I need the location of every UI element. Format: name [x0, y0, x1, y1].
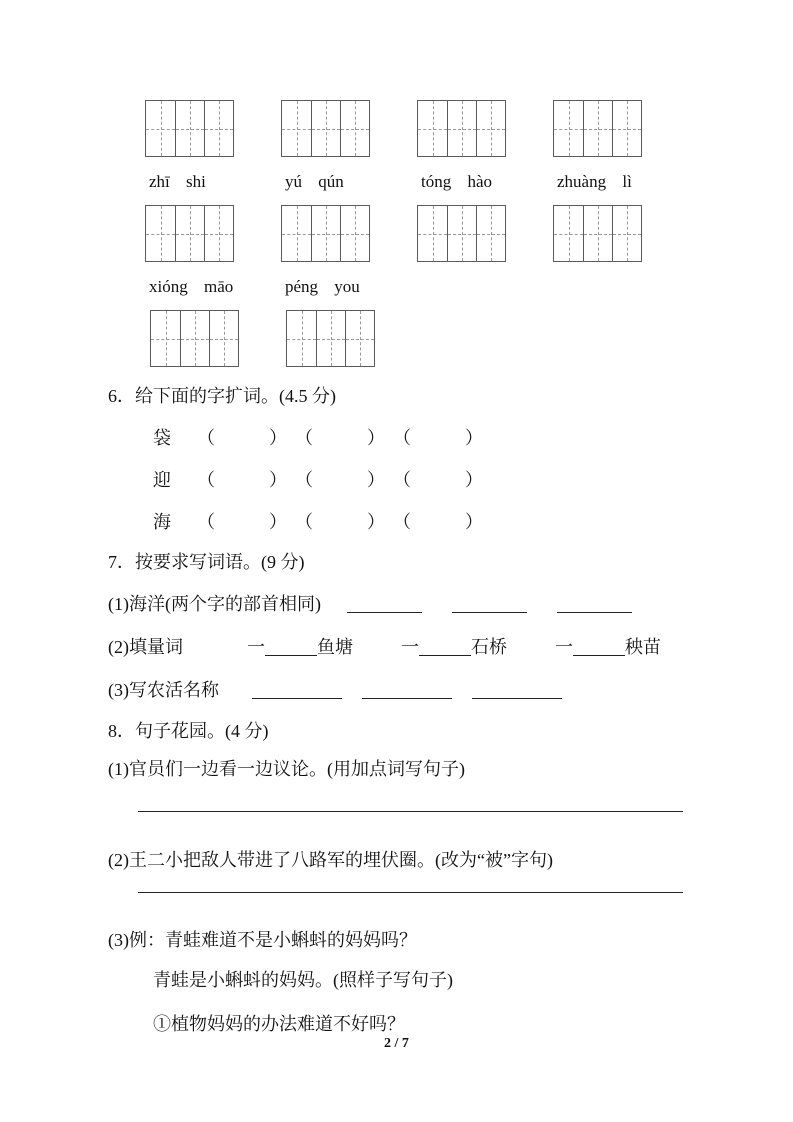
measure-word: 鱼塘 [317, 637, 353, 657]
grid-cell [340, 101, 369, 156]
expand-word-row [108, 467, 703, 493]
answer-parens: （ ） [197, 512, 287, 532]
grid-cell [554, 206, 583, 261]
writing-grids-section [0, 100, 793, 367]
grid-cell [583, 101, 612, 156]
answer-blank [472, 680, 562, 699]
writing-grid [553, 205, 642, 262]
grid-row-1 [145, 100, 793, 157]
measure-word-group [247, 637, 353, 657]
grid-cell [146, 101, 175, 156]
questions-section [0, 383, 793, 1037]
answer-blank [252, 680, 342, 699]
writing-grid [150, 310, 239, 367]
writing-grid [145, 205, 234, 262]
q8-item-1: (1)官员们一边看一边议论。(用加点词写句子) [108, 759, 465, 779]
expand-char: 袋 [153, 428, 171, 448]
grid-row-2 [145, 205, 793, 262]
q8-item-2: (2)王二小把敌人带进了八路军的埋伏圈。(改为“被”字句) [108, 850, 553, 870]
answer-parens: （ ） [304, 428, 385, 448]
pinyin-label: xióng māo [149, 277, 234, 296]
grid-cell [340, 206, 369, 261]
grid-cell [151, 311, 180, 366]
answer-parens: （ ） [402, 512, 483, 532]
pinyin-label: tóng hào [421, 172, 493, 191]
question-7-title: 7．按要求写词语。(9 分) [108, 552, 305, 572]
page-number: 2 / 7 [384, 1036, 409, 1051]
measure-word: 秧苗 [625, 637, 661, 657]
expand-char: 迎 [153, 470, 171, 490]
answer-parens: （ ） [304, 470, 385, 490]
expand-word-row [108, 509, 703, 535]
writing-grid [417, 100, 506, 157]
grid-cell [583, 206, 612, 261]
grid-cell [476, 206, 505, 261]
q7-item-3 [108, 677, 703, 703]
q7-item3-label: (3)写农活名称 [108, 680, 219, 700]
measure-prefix: 一 [247, 637, 265, 657]
grid-cell [175, 101, 204, 156]
answer-parens: （ ） [402, 470, 483, 490]
answer-blank [419, 637, 471, 656]
answer-parens: （ ） [197, 470, 287, 490]
answer-parens: （ ） [197, 428, 287, 448]
grid-cell [476, 101, 505, 156]
grid-cell [204, 206, 233, 261]
grid-cell [204, 101, 233, 156]
measure-prefix: 一 [555, 637, 573, 657]
grid-cell [311, 206, 340, 261]
grid-cell [209, 311, 238, 366]
measure-word-group [555, 637, 661, 657]
pinyin-row-1 [145, 171, 793, 193]
grid-cell [345, 311, 374, 366]
writing-grid [281, 205, 370, 262]
writing-grid [417, 205, 506, 262]
grid-cell [316, 311, 345, 366]
measure-word: 石桥 [471, 637, 507, 657]
answer-blank [347, 594, 422, 613]
grid-cell [146, 206, 175, 261]
answer-line [138, 811, 683, 812]
pinyin-label: zhuàng lì [557, 172, 632, 191]
grid-cell [612, 101, 641, 156]
answer-parens: （ ） [304, 512, 385, 532]
answer-blank [573, 637, 625, 656]
grid-cell [447, 206, 476, 261]
grid-cell [418, 101, 447, 156]
grid-cell [175, 206, 204, 261]
answer-blank [557, 594, 632, 613]
grid-row-3 [150, 310, 793, 367]
grid-cell [418, 206, 447, 261]
writing-grid [553, 100, 642, 157]
pinyin-label: zhī shi [149, 172, 206, 191]
answer-parens: （ ） [402, 428, 483, 448]
q8-item-3-example: (3)例：青蛙难道不是小蝌蚪的妈妈吗？ [108, 930, 417, 950]
pinyin-label: péng you [285, 277, 360, 296]
q7-item2-label: (2)填量词 [108, 637, 183, 657]
pinyin-label: yú qún [285, 172, 344, 191]
writing-grid [145, 100, 234, 157]
expand-char: 海 [153, 512, 171, 532]
grid-cell [311, 101, 340, 156]
answer-blank [452, 594, 527, 613]
q7-item-2 [108, 634, 703, 660]
q7-item-1 [108, 591, 703, 617]
writing-grid [281, 100, 370, 157]
expand-word-row [108, 425, 703, 451]
answer-blank [362, 680, 452, 699]
grid-cell [282, 101, 311, 156]
q8-item-3-sub: ①植物妈妈的办法难道不好吗？ [153, 1014, 405, 1034]
measure-prefix: 一 [401, 637, 419, 657]
answer-blank [265, 637, 317, 656]
measure-word-group [401, 637, 507, 657]
grid-cell [282, 206, 311, 261]
grid-cell [447, 101, 476, 156]
writing-grid [286, 310, 375, 367]
pinyin-row-2 [145, 276, 793, 298]
answer-line [138, 892, 683, 893]
grid-cell [287, 311, 316, 366]
question-6-title: 6．给下面的字扩词。(4.5 分) [108, 386, 336, 406]
grid-cell [180, 311, 209, 366]
question-8-title: 8．句子花园。(4 分) [108, 721, 269, 741]
q8-item-3-answer: 青蛙是小蝌蚪的妈妈。(照样子写句子) [153, 970, 453, 990]
grid-cell [554, 101, 583, 156]
q7-item1-label: (1)海洋(两个字的部首相同) [108, 594, 321, 614]
grid-cell [612, 206, 641, 261]
